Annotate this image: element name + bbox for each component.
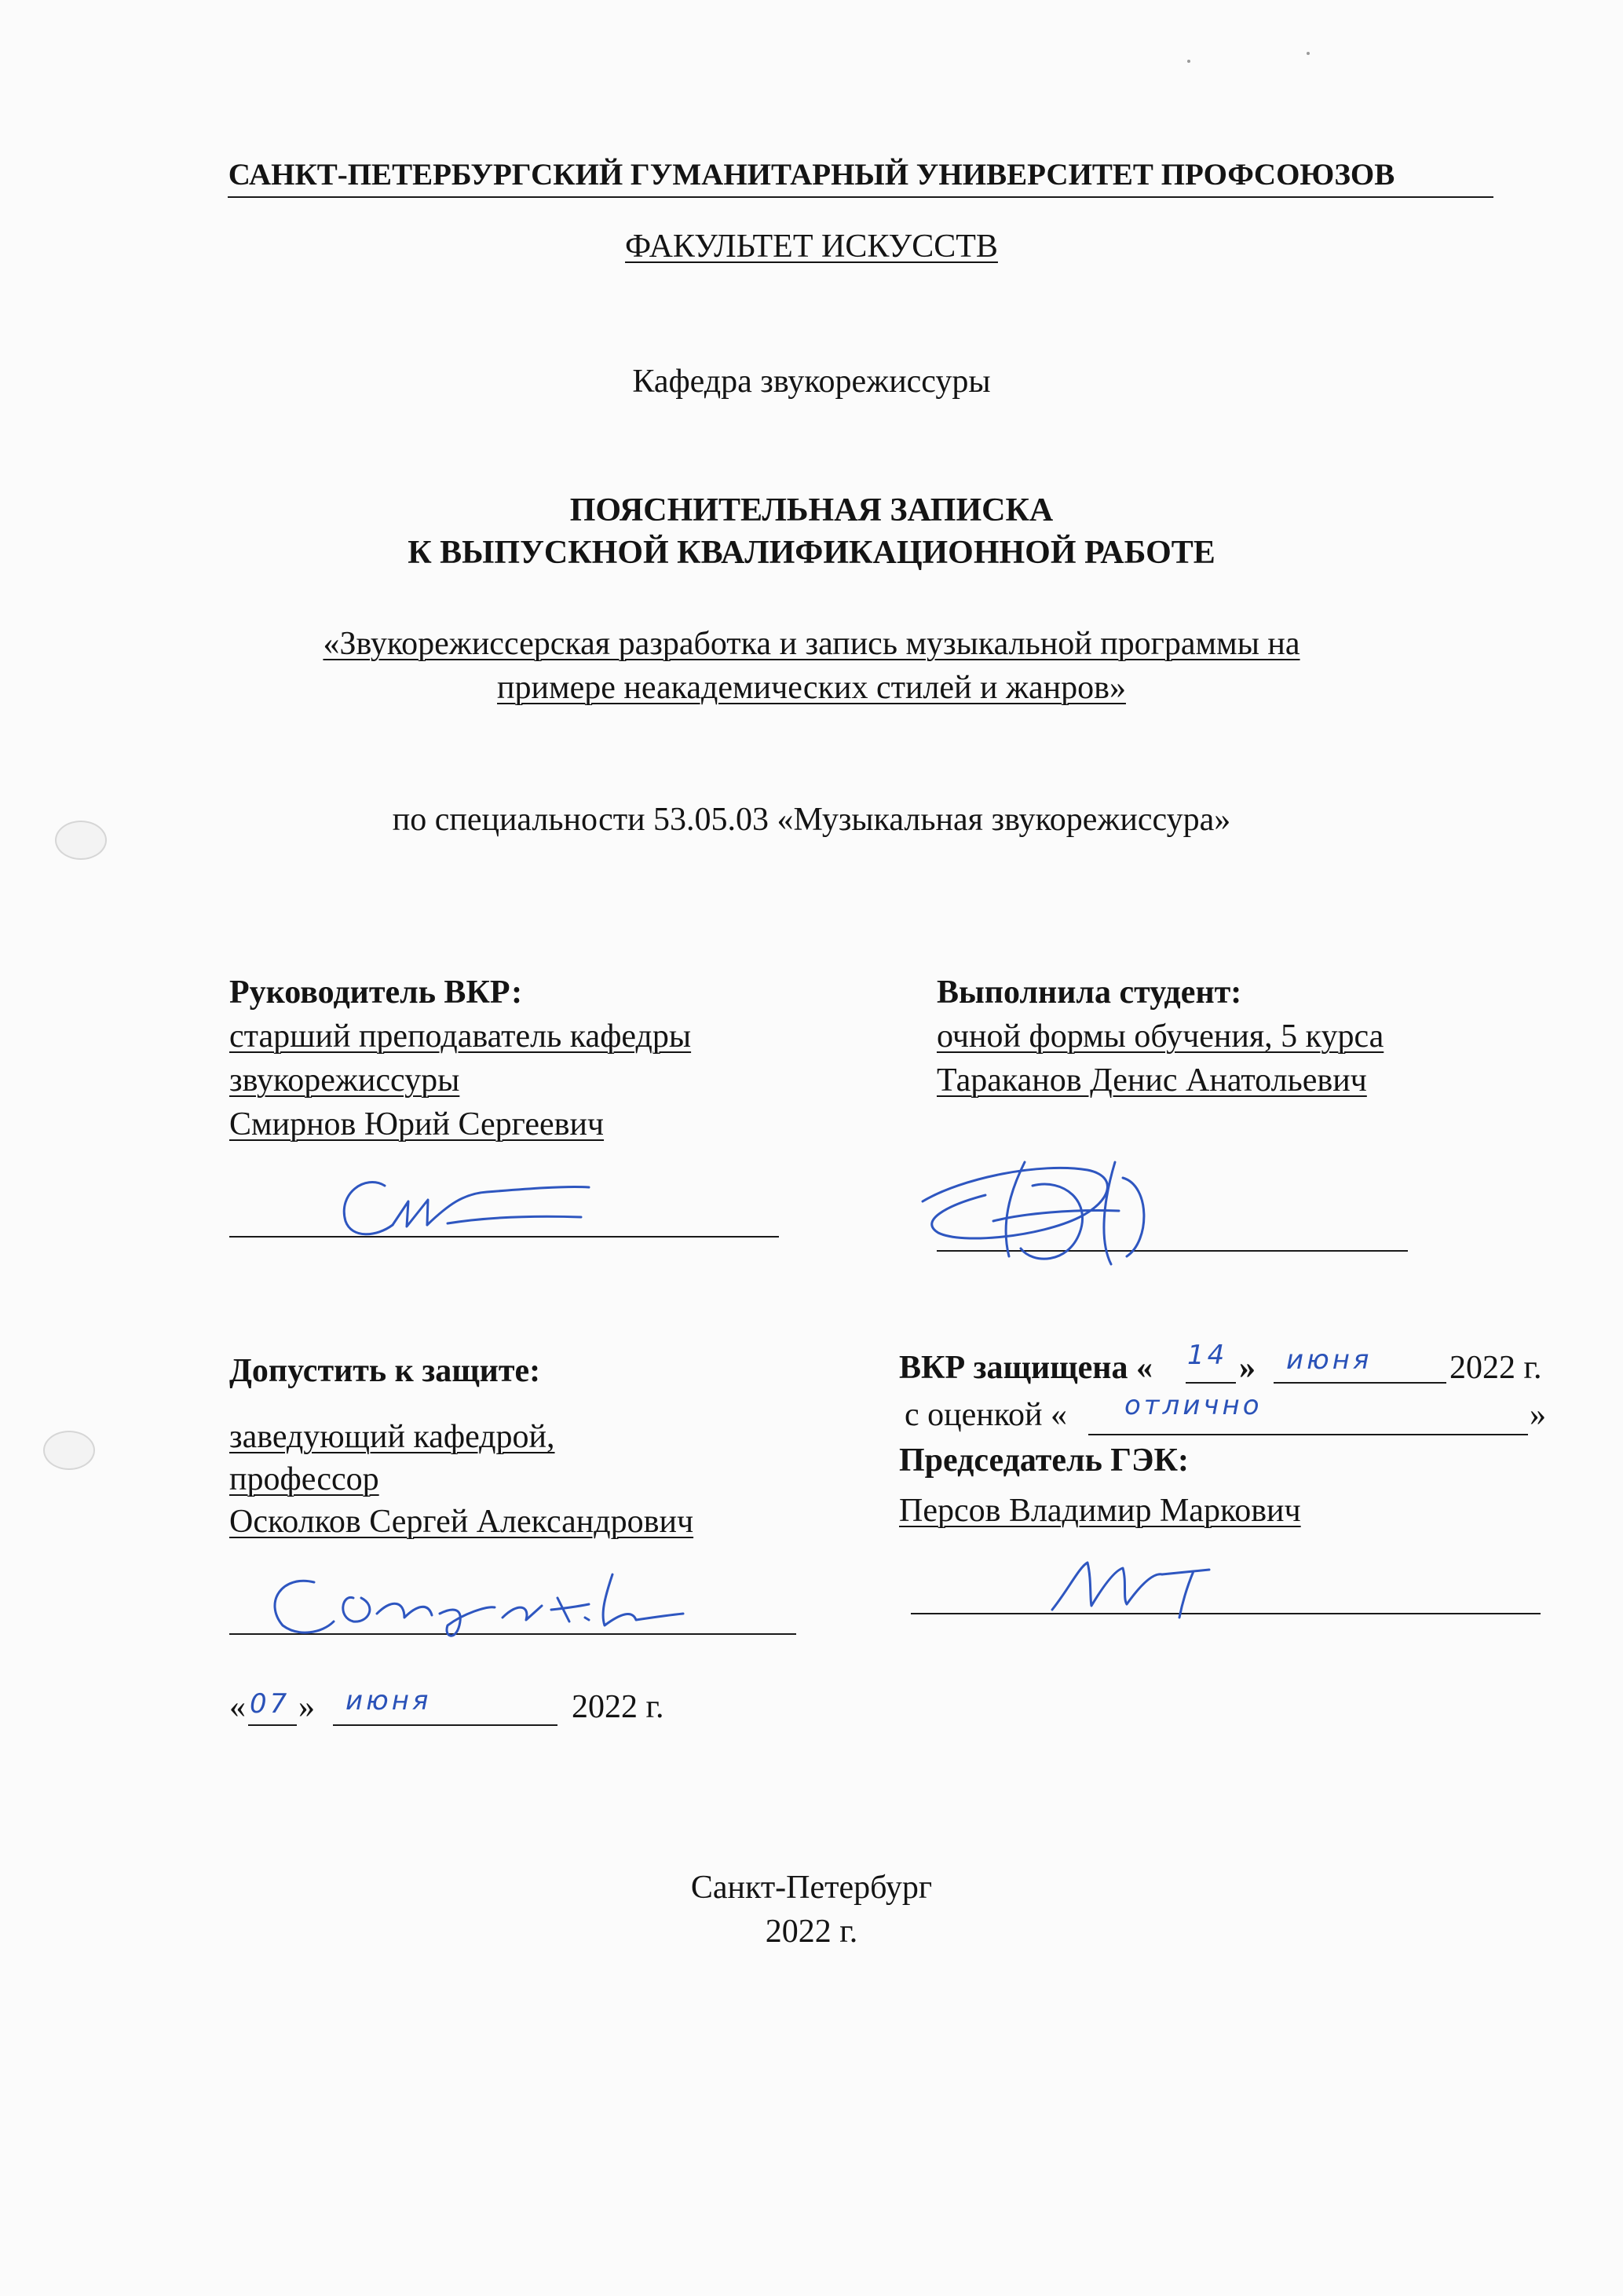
chair-heading: Председатель ГЭК: — [899, 1442, 1189, 1479]
scan-speck — [1187, 60, 1190, 63]
supervisor-position-line2: звукорежиссуры — [229, 1062, 460, 1099]
admission-day-line — [248, 1724, 297, 1726]
admission-signature — [259, 1559, 730, 1645]
admission-name: Осколков Сергей Александрович — [229, 1504, 694, 1540]
admission-date-open: « — [229, 1689, 246, 1725]
university-underline — [228, 196, 1493, 198]
supervisor-signature — [330, 1162, 597, 1249]
scan-speck — [1307, 52, 1310, 55]
supervisor-position-line1: старший преподаватель кафедры — [229, 1018, 692, 1055]
defense-label: ВКР защищена « — [899, 1350, 1153, 1386]
chair-name: Персов Владимир Маркович — [899, 1493, 1301, 1529]
admission-month-line — [333, 1724, 557, 1726]
document-title: ПОЯСНИТЕЛЬНАЯ ЗАПИСКА — [569, 492, 1054, 528]
defense-day-line — [1186, 1382, 1236, 1384]
admission-date-year: 2022 г. — [572, 1689, 664, 1725]
defense-day: 14 — [1187, 1340, 1228, 1371]
admission-date-close: » — [298, 1689, 315, 1725]
specialty: по специальности 53.05.03 «Музыкальная звукорежиссура» — [392, 802, 1231, 838]
footer-city: Санкт-Петербург — [690, 1870, 933, 1906]
admission-heading: Допустить к защите: — [229, 1353, 541, 1389]
admission-position-line2: профессор — [229, 1461, 379, 1497]
defense-month-line — [1274, 1382, 1446, 1384]
student-heading: Выполнила студент: — [937, 974, 1242, 1011]
defense-month: июня — [1286, 1344, 1373, 1376]
department-name: Кафедра звукорежиссуры — [632, 364, 991, 400]
document-subtitle: К ВЫПУСКНОЙ КВАЛИФИКАЦИОННОЙ РАБОТЕ — [408, 535, 1215, 571]
supervisor-name: Смирнов Юрий Сергеевич — [229, 1106, 605, 1143]
admission-position-line1: заведующий кафедрой, — [229, 1419, 555, 1455]
admission-date-month: июня — [345, 1685, 432, 1717]
footer-year: 2022 г. — [765, 1914, 858, 1950]
defense-year: 2022 г. — [1449, 1350, 1542, 1386]
admission-date-day: 07 — [250, 1688, 291, 1720]
thesis-topic-line2: примере неакадемических стилей и жанров» — [497, 670, 1126, 706]
grade-close: » — [1530, 1397, 1546, 1433]
supervisor-heading: Руководитель ВКР: — [229, 974, 523, 1011]
thesis-topic-line1: «Звукорежиссерская разработка и запись музыкальной программы на — [323, 626, 1300, 662]
grade-value: отлично — [1124, 1390, 1263, 1421]
student-name: Тараканов Денис Анатольевич — [937, 1062, 1367, 1099]
punch-hole-bottom — [43, 1431, 95, 1470]
student-info: очной формы обучения, 5 курса — [937, 1018, 1384, 1055]
grade-line — [1088, 1434, 1528, 1435]
student-signature — [915, 1146, 1182, 1272]
chair-signature — [1044, 1543, 1248, 1621]
grade-label: с оценкой « — [905, 1397, 1067, 1433]
university-name: САНКТ-ПЕТЕРБУРГСКИЙ ГУМАНИТАРНЫЙ УНИВЕРСИТЕТ ПРОФСОЮЗОВ — [228, 158, 1395, 192]
faculty-name: ФАКУЛЬТЕТ ИСКУССТВ — [625, 229, 998, 265]
defense-close: » — [1239, 1350, 1256, 1386]
